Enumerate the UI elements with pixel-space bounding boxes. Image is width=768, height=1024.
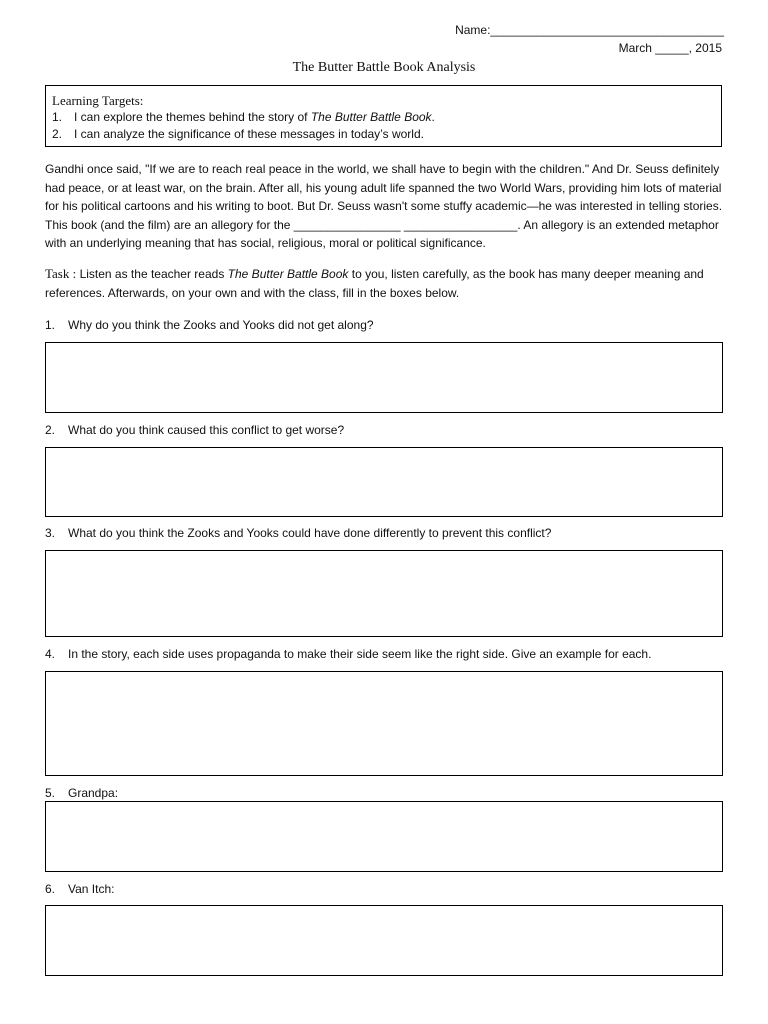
learning-target-number: 1. <box>52 110 63 124</box>
page-title: The Butter Battle Book Analysis <box>292 60 476 75</box>
name-field-line: Name:___________________________________ <box>455 23 724 37</box>
question-4: 4. In the story, each side uses propaganda to make their side seem like the right side. Give an example for each. <box>45 647 652 661</box>
learning-target-item <box>52 109 721 126</box>
task-label: Task : <box>45 266 77 281</box>
learning-targets-heading: Learning Targets: <box>52 93 144 108</box>
learning-target-text: I can explore the themes behind the story of The Butter Battle Book. <box>74 110 435 124</box>
task-paragraph: Task : Listen as the teacher reads The Butter Battle Book to you, listen carefully, as the book has many deeper meaning and references. Afterwards, on your own and with the class, fill in the boxes below. <box>45 266 704 300</box>
answer-box-4[interactable] <box>45 671 723 776</box>
answer-box-1[interactable] <box>45 342 723 413</box>
learning-target-item <box>52 126 721 143</box>
question-3: 3. What do you think the Zooks and Yooks could have done differently to prevent this conflict? <box>45 526 552 540</box>
question-5: 5. Grandpa: <box>45 786 119 800</box>
date-field-line: March _____, 2015 <box>618 41 722 55</box>
answer-box-6[interactable] <box>45 905 723 976</box>
answer-box-3[interactable] <box>45 550 723 637</box>
intro-paragraph: Gandhi once said, "If we are to reach real peace in the world, we shall have to begin with the children." And Dr. Seuss definitely had peace, or at least war, on the brain. After all, his young adult life spanned the two World Wars, providing him lots of material for his political cartoons and his writing to boot. But Dr. Seuss wasn't some stuffy academic—he was interested in telling stories. This book (and the film) are an allegory for the ________________ _________________. An allegory is an extended metaphor with an underlying meaning that has social, religious, moral or political significance. <box>45 162 723 250</box>
learning-target-number: 2. <box>52 127 63 141</box>
question-2: 2. What do you think caused this conflict to get worse? <box>45 423 345 437</box>
learning-target-text: I can analyze the significance of these messages in today’s world. <box>74 127 424 141</box>
question-1: 1. Why do you think the Zooks and Yooks did not get along? <box>45 318 374 332</box>
learning-targets-box <box>45 85 722 147</box>
question-6: 6. Van Itch: <box>45 882 115 896</box>
answer-box-5[interactable] <box>45 801 723 872</box>
answer-box-2[interactable] <box>45 447 723 517</box>
